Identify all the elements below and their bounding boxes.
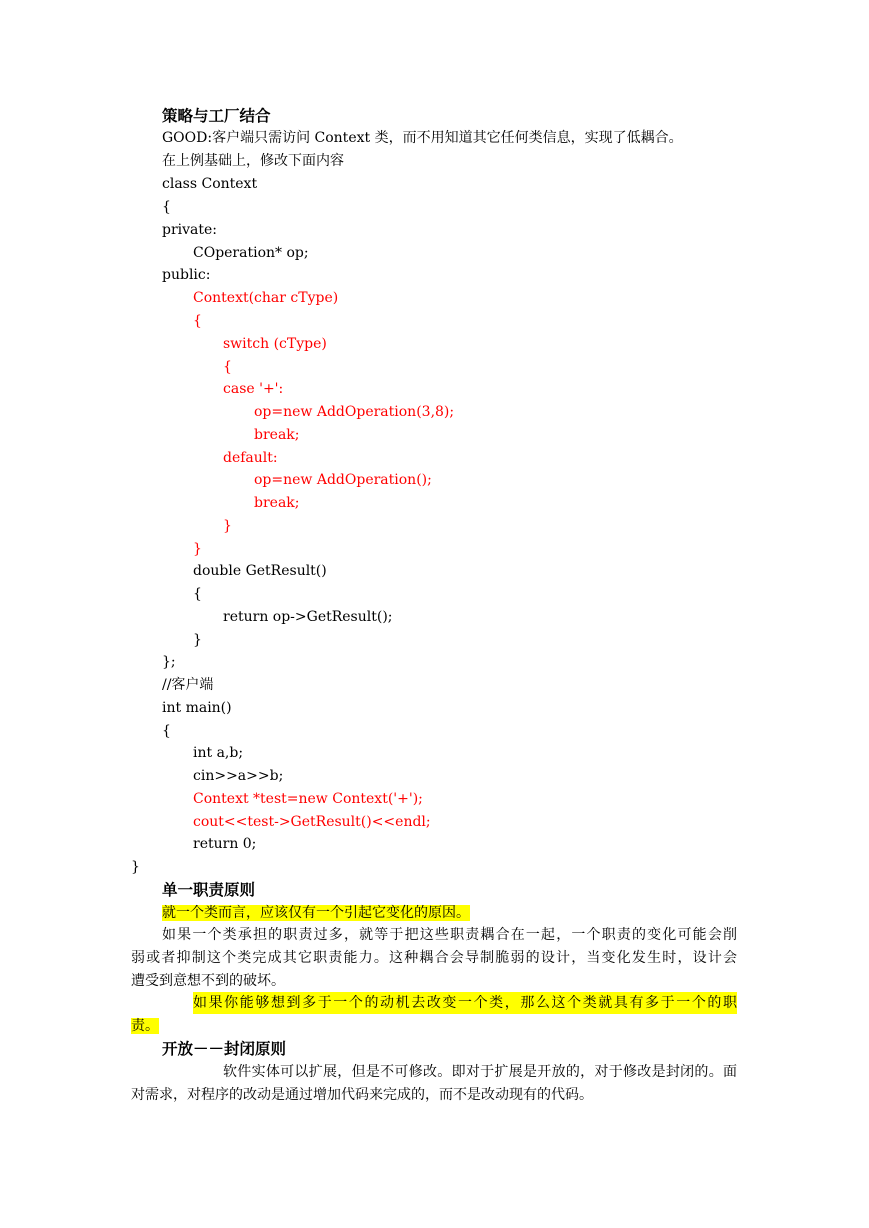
highlight-span: 就一个类而言，应该仅有一个引起它变化的原因。 [162,905,470,921]
srp-highlight-line [131,1015,159,1037]
code-line: }; [162,654,176,670]
code-line: double GetResult() [193,563,327,579]
code-line: cout<<test->GetResult()<<endl; [193,814,431,830]
code-line: cin>>a>>b; [193,768,284,784]
srp-paragraph-line: 如果一个类承担的职责过多，就等于把这些职责耦合在一起，一个职责的变化可能会削 [162,927,737,943]
code-line: //客户端 [162,677,214,693]
code-line: switch (cType) [223,336,327,352]
srp-highlight-line: 如果你能够想到多于一个的动机去改变一个类，那么这个类就具有多于一个的职 [193,992,737,1014]
ocp-paragraph-line: 对需求，对程序的改动是通过增加代码来完成的，而不是改动现有的代码。 [131,1087,593,1103]
section-heading-srp: 单一职责原则 [162,881,256,899]
srp-paragraph-line: 遭受到意想不到的破坏。 [131,973,285,989]
code-line: int main() [162,700,232,716]
section-heading-ocp: 开放－－封闭原则 [162,1040,287,1058]
code-line: } [193,541,202,557]
code-line: Context(char cType) [193,290,339,306]
code-line: case '+': [223,381,284,397]
ocp-paragraph-line: 软件实体可以扩展，但是不可修改。即对于扩展是开放的，对于修改是封闭的。面 [223,1064,737,1080]
code-line: op=new AddOperation(3,8); [254,404,455,420]
code-line: } [193,632,202,648]
code-line: Context *test=new Context('+'); [193,791,423,807]
code-line: public: [162,267,211,283]
code-line: { [162,199,171,215]
code-line: { [162,723,171,739]
code-line: break; [254,427,300,443]
code-line: COperation* op; [193,245,309,261]
code-line: return 0; [193,836,257,852]
code-line: } [131,859,140,875]
srp-paragraph-line: 弱或者抑制这个类完成其它职责能力。这种耦合会导制脆弱的设计，当变化发生时，设计会 [131,950,737,966]
code-line: break; [254,495,300,511]
code-line: { [193,313,202,329]
section-heading-strategy-factory: 策略与工厂结合 [162,107,271,125]
code-line: } [223,518,232,534]
code-line: int a,b; [193,745,244,761]
code-line: { [223,359,232,375]
intro-line: 在上例基础上，修改下面内容 [162,153,344,169]
code-line: return op->GetResult(); [223,609,393,625]
srp-highlight-line [162,902,470,924]
code-line: private: [162,222,218,238]
good-line: GOOD:客户端只需访问 Context 类，而不用知道其它任何类信息，实现了低耦合。 [162,130,683,146]
code-line: default: [223,450,278,466]
code-line: { [193,586,202,602]
highlight-span: 责。 [131,1018,159,1034]
code-line: class Context [162,176,258,192]
code-line: op=new AddOperation(); [254,472,432,488]
